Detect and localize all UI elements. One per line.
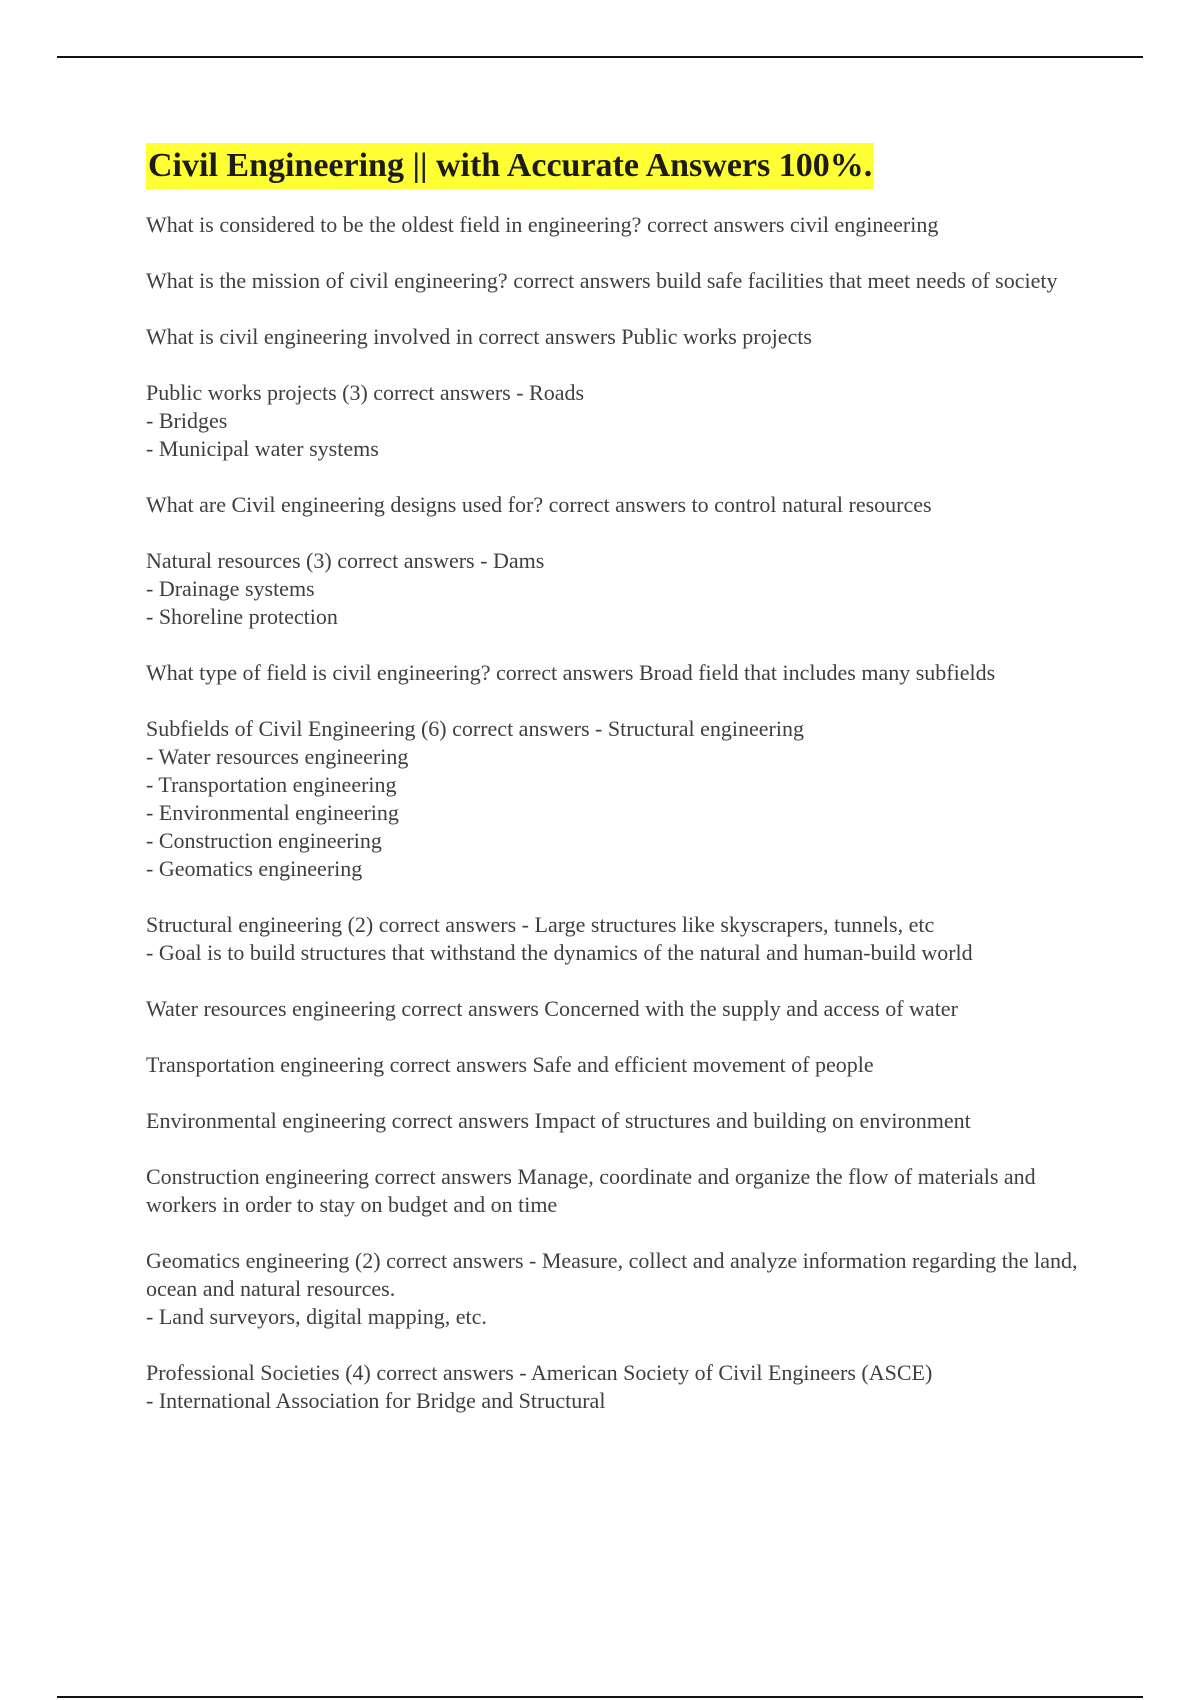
qa-line: - International Association for Bridge and Structural [146, 1388, 606, 1413]
bottom-rule [57, 1696, 1143, 1698]
qa-line: Public works projects (3) correct answers - Roads [146, 380, 585, 405]
qa-line: What are Civil engineering designs used for? correct answers to control natural resources [146, 492, 932, 517]
qa-line: Subfields of Civil Engineering (6) correct answers - Structural engineering [146, 716, 804, 741]
qa-entry [146, 659, 1096, 687]
qa-line: - Goal is to build structures that withstand the dynamics of the natural and human-build world [146, 940, 973, 965]
qa-line: - Drainage systems [146, 576, 315, 601]
qa-entry [146, 547, 1096, 631]
qa-line: - Construction engineering [146, 828, 382, 853]
qa-line: Structural engineering (2) correct answers - Large structures like skyscrapers, tunnels, etc [146, 912, 935, 937]
qa-line: - Geomatics engineering [146, 856, 363, 881]
qa-line: - Municipal water systems [146, 436, 379, 461]
top-rule [57, 56, 1143, 58]
qa-line: Transportation engineering correct answers Safe and efficient movement of people [146, 1052, 874, 1077]
document-title: Civil Engineering || with Accurate Answers 100%. [146, 143, 874, 189]
qa-line: - Bridges [146, 408, 228, 433]
qa-line: - Transportation engineering [146, 772, 397, 797]
qa-line: Professional Societies (4) correct answers - American Society of Civil Engineers (ASCE) [146, 1360, 933, 1385]
qa-line: What is considered to be the oldest field in engineering? correct answers civil engineering [146, 212, 939, 237]
qa-entry [146, 379, 1096, 463]
qa-entry [146, 1107, 1096, 1135]
document-body [146, 143, 1096, 1443]
qa-entry [146, 323, 1096, 351]
qa-line: What is civil engineering involved in correct answers Public works projects [146, 324, 812, 349]
qa-line: - Shoreline protection [146, 604, 338, 629]
qa-entry [146, 1163, 1096, 1219]
qa-line: Natural resources (3) correct answers - Dams [146, 548, 545, 573]
qa-line: - Environmental engineering [146, 800, 399, 825]
qa-line: - Land surveyors, digital mapping, etc. [146, 1304, 487, 1329]
qa-entry [146, 911, 1096, 967]
qa-entry [146, 1247, 1096, 1331]
qa-entry [146, 267, 1096, 295]
qa-entry [146, 211, 1096, 239]
qa-line: Water resources engineering correct answers Concerned with the supply and access of water [146, 996, 958, 1021]
qa-entry [146, 491, 1096, 519]
qa-entry [146, 1051, 1096, 1079]
qa-line: Geomatics engineering (2) correct answers - Measure, collect and analyze information regarding the land, ocean and natural resources. [146, 1248, 1084, 1301]
qa-line: Construction engineering correct answers Manage, coordinate and organize the flow of materials and workers in order to stay on budget and on time [146, 1164, 1042, 1217]
qa-entry [146, 1359, 1096, 1415]
qa-line: What is the mission of civil engineering? correct answers build safe facilities that meet needs of society [146, 268, 1058, 293]
qa-line: - Water resources engineering [146, 744, 409, 769]
qa-entry [146, 715, 1096, 883]
qa-list [146, 211, 1096, 1415]
qa-line: Environmental engineering correct answers Impact of structures and building on environment [146, 1108, 971, 1133]
qa-entry [146, 995, 1096, 1023]
qa-line: What type of field is civil engineering? correct answers Broad field that includes many subfields [146, 660, 996, 685]
